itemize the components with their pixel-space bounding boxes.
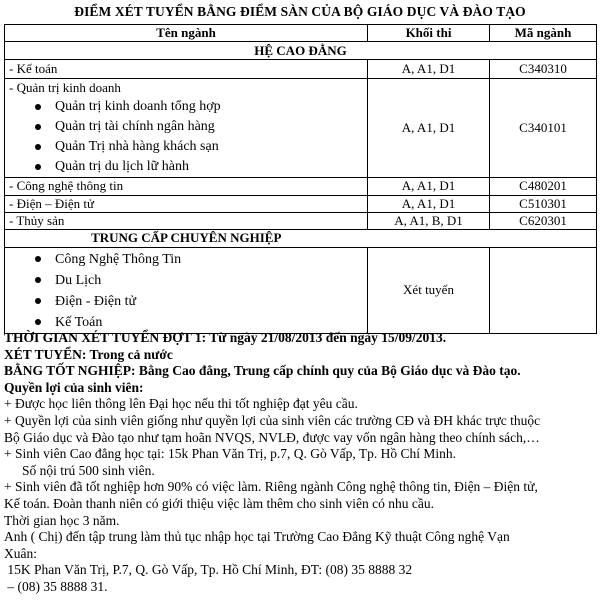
major-code xyxy=(490,248,597,334)
admission-table xyxy=(4,24,597,334)
list-item: Quản Trị nhà hàng khách sạn xyxy=(55,137,363,157)
major-code: C340310 xyxy=(490,60,597,79)
section-vocational-title: TRUNG CẤP CHUYÊN NGHIỆP xyxy=(5,230,368,248)
header-exam-block: Khối thi xyxy=(368,25,490,42)
table-row xyxy=(5,60,597,79)
section-vocational-blank xyxy=(368,230,597,248)
section-college-row xyxy=(5,42,597,60)
contact-line: Xuân: xyxy=(4,545,37,561)
section-college-title: HỆ CAO ĐẲNG xyxy=(5,42,597,60)
study-duration: Thời gian học 3 năm. xyxy=(4,512,120,528)
benefit-line: + Sinh viên đã tốt nghiệp hơn 90% có việc làm. Riêng ngành Công nghệ thông tin, Điện – Điện tử, xyxy=(4,479,538,495)
exam-block: A, A1, B, D1 xyxy=(368,212,490,229)
business-group-name: - Quản trị kinh doanh xyxy=(9,80,121,96)
benefit-line: + Quyền lợi của sinh viên giống như quyền lợi của sinh viên các trường CĐ và ĐH khác trực thuộc xyxy=(4,412,541,428)
address-line: 15K Phan Văn Trị, P.7, Q. Gò Vấp, Tp. Hồ Chí Minh, ĐT: (08) 35 8888 32 xyxy=(4,562,413,578)
business-sub-list xyxy=(9,97,363,177)
vocational-sub-list xyxy=(9,249,363,333)
major-name: - Công nghệ thông tin xyxy=(5,178,368,195)
major-name: - Kế toán xyxy=(5,60,368,79)
benefit-line: Kế toán. Đoàn thanh niên có giới thiệu việc làm thêm cho sinh viên có nhu cầu. xyxy=(4,495,435,511)
list-item: Du Lịch xyxy=(55,270,363,291)
table-row-business-group xyxy=(5,79,597,178)
exam-block: A, A1, D1 xyxy=(368,195,490,212)
benefit-line: Bộ Giáo dục và Đào tạo như tạm hoãn NVQS, NVLĐ, được vay vốn ngân hàng theo chính sách,… xyxy=(4,429,540,445)
table-row-vocational-group xyxy=(5,248,597,334)
benefit-line: Số nội trú 500 sinh viên. xyxy=(22,462,155,478)
header-major-name: Tên ngành xyxy=(5,25,368,42)
benefit-line: + Sinh viên Cao đẳng học tại: 15k Phan Văn Trị, p.7, Q. Gò Vấp, Tp. Hồ Chí Minh. xyxy=(4,446,456,462)
business-group-cell xyxy=(5,79,368,178)
major-name: - Điện – Điện tử xyxy=(5,195,368,212)
header-major-code: Mã ngành xyxy=(490,25,597,42)
document-title: ĐIỂM XÉT TUYỂN BẰNG ĐIỂM SÀN CỦA BỘ GIÁO DỤC VÀ ĐÀO TẠO xyxy=(74,4,526,19)
section-vocational-row xyxy=(5,230,597,248)
major-code: C620301 xyxy=(490,212,597,229)
major-code: C480201 xyxy=(490,178,597,195)
exam-block: Xét tuyển xyxy=(368,248,490,334)
major-code: C510301 xyxy=(490,195,597,212)
list-item: Công Nghệ Thông Tin xyxy=(55,249,363,270)
list-item: Quản trị du lịch lữ hành xyxy=(55,157,363,177)
table-header-row xyxy=(5,25,597,42)
benefits-heading: Quyền lợi của sinh viên: xyxy=(4,379,144,395)
admission-scope: XÉT TUYỂN: Trong cả nước xyxy=(4,346,173,362)
major-code: C340101 xyxy=(490,79,597,178)
exam-block: A, A1, D1 xyxy=(368,79,490,178)
phone-line: – (08) 35 8888 31. xyxy=(4,578,108,594)
list-item: Kế Toán xyxy=(55,312,363,333)
table-row xyxy=(5,195,597,212)
benefit-line: + Được học liên thông lên Đại học nếu thi tốt nghiệp đạt yêu cầu. xyxy=(4,396,358,412)
table-row xyxy=(5,178,597,195)
exam-block: A, A1, D1 xyxy=(368,60,490,79)
degree-info: BẰNG TỐT NGHIỆP: Bằng Cao đẳng, Trung cấp chính quy của Bộ Giáo dục và Đào tạo. xyxy=(4,363,521,379)
contact-line: Anh ( Chị) đến tập trung làm thủ tục nhập học tại Trường Cao Đẳng Kỹ thuật Công nghệ Vạn xyxy=(4,529,510,545)
list-item: Điện - Điện tử xyxy=(55,291,363,312)
admission-notes xyxy=(4,330,596,596)
exam-block: A, A1, D1 xyxy=(368,178,490,195)
vocational-group-cell xyxy=(5,248,368,334)
major-name: - Thủy sản xyxy=(5,212,368,229)
table-row xyxy=(5,212,597,229)
admission-period: THỜI GIAN XÉT TUYỂN ĐỢT 1: Từ ngày 21/08/2013 đến ngày 15/09/2013. xyxy=(4,330,447,345)
list-item: Quản trị tài chính ngân hàng xyxy=(55,117,363,137)
list-item: Quản trị kinh doanh tổng hợp xyxy=(55,97,363,117)
